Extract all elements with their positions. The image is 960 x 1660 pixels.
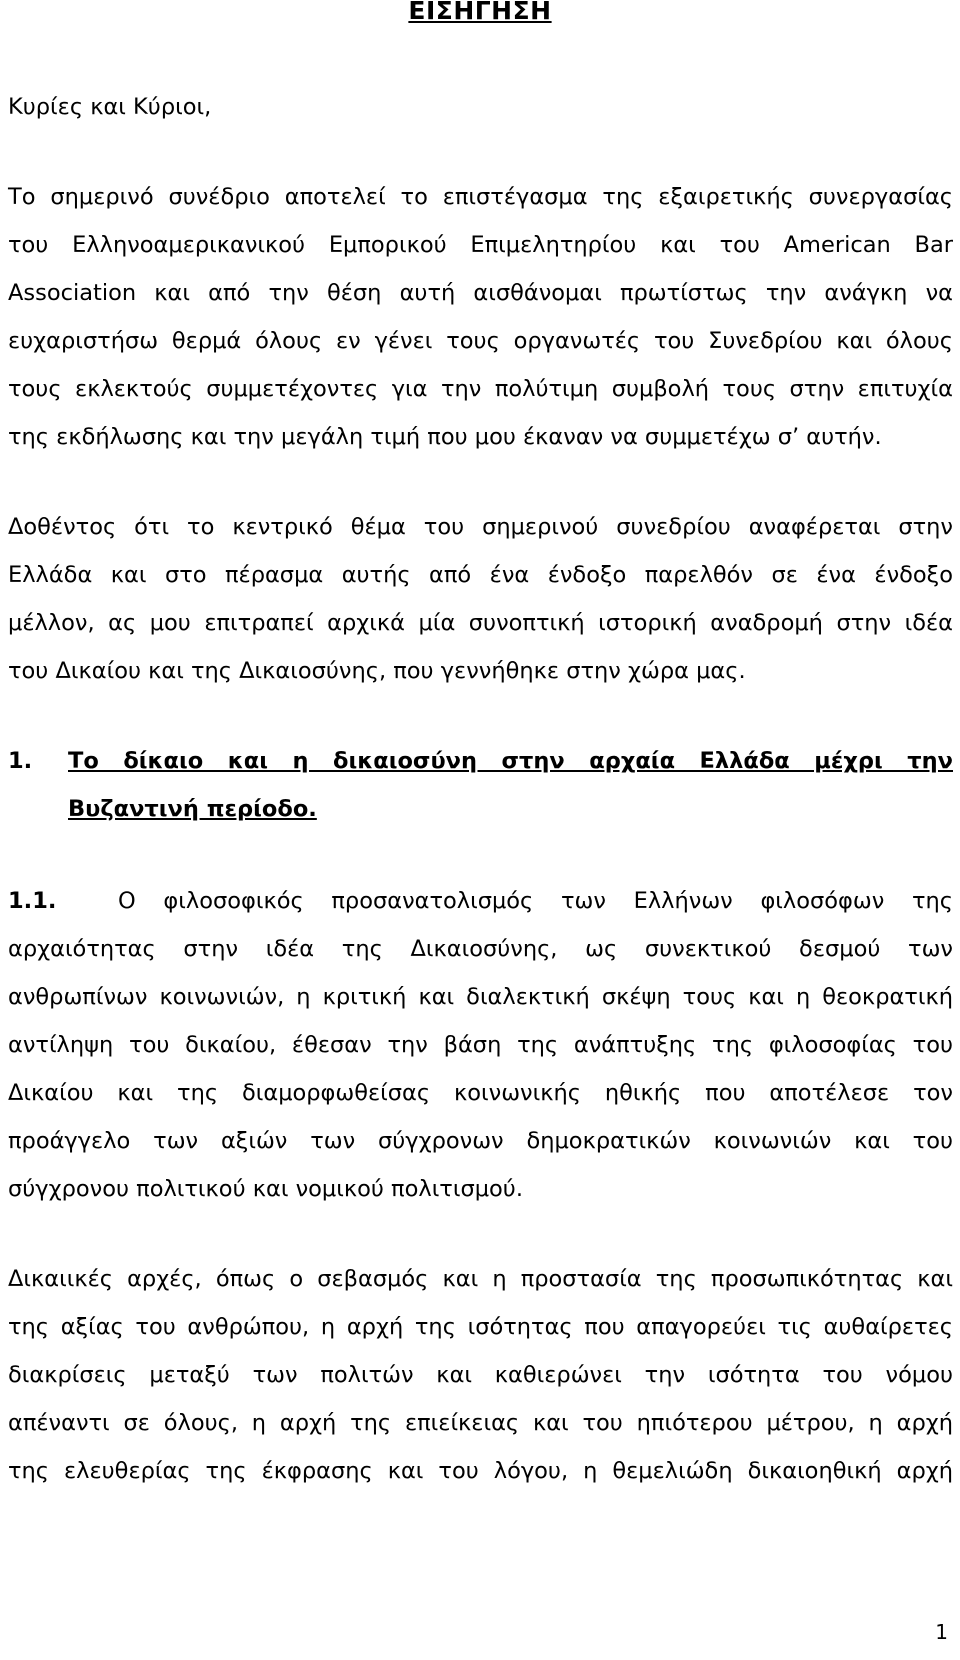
section-number: 1. <box>8 748 33 774</box>
paragraph-1-line: Association και από την θέση αυτή αισθάνομαι πρωτίστως την ανάγκη να <box>8 280 953 306</box>
paragraph-3-line: αντίληψη του δικαίου, έθεσαν την βάση της ανάπτυξης της φιλοσοφίας του <box>8 1032 953 1058</box>
paragraph-4-line: της αξίας του ανθρώπου, η αρχή της ισότητας που απαγορεύει τις αυθαίρετες <box>8 1314 953 1340</box>
paragraph-2-line: Ελλάδα και στο πέρασμα αυτής από ένα ένδοξο παρελθόν σε ένα ένδοξο <box>8 562 953 588</box>
paragraph-3-line: αρχαιότητας στην ιδέα της Δικαιοσύνης, ως συνεκτικού δεσμού των <box>8 936 953 962</box>
paragraph-3-line: σύγχρονου πολιτικού και νομικού πολιτισμού. <box>8 1176 523 1202</box>
paragraph-2-line: Δοθέντος ότι το κεντρικό θέμα του σημερινού συνεδρίου αναφέρεται στην <box>8 514 953 540</box>
section-heading <box>8 746 953 776</box>
paragraph-1-line: Το σημερινό συνέδριο αποτελεί το επιστέγασμα της εξαιρετικής συνεργασίας <box>8 184 953 210</box>
paragraph-4-line: Δικαιικές αρχές, όπως ο σεβασμός και η προστασία της προσωπικότητας και <box>8 1266 953 1292</box>
paragraph-4-line: διακρίσεις μεταξύ των πολιτών και καθιερώνει την ισότητα του νόμου <box>8 1362 953 1388</box>
paragraph-4-line: απέναντι σε όλους, η αρχή της επιείκειας και του ηπιότερου μέτρου, η αρχή <box>8 1410 953 1436</box>
section-title-line: Το δίκαιο και η δικαιοσύνη στην αρχαία Ελλάδα μέχρι την <box>68 748 953 774</box>
paragraph-2-line: μέλλον, ας μου επιτραπεί αρχικά μία συνοπτική ιστορική αναδρομή στην ιδέα <box>8 610 953 636</box>
page-number: 1 <box>935 1620 948 1644</box>
paragraph-4-line: της ελευθερίας της έκφρασης και του λόγου, η θεμελιώδη δικαιοηθική αρχή <box>8 1458 953 1484</box>
page-title: ΕΙΣΗΓΗΣΗ <box>408 0 552 25</box>
paragraph-1-line: της εκδήλωσης και την μεγάλη τιμή που μου έκαναν να συμμετέχω σ’ αυτήν. <box>8 424 882 450</box>
paragraph-3-line: Δικαίου και της διαμορφωθείσας κοινωνικής ηθικής που αποτέλεσε τον <box>8 1080 953 1106</box>
salutation: Κυρίες και Κύριοι, <box>8 94 212 120</box>
subsection-number: 1.1. <box>8 888 57 914</box>
paragraph-3-first-line <box>8 886 953 916</box>
paragraph-2-line: του Δικαίου και της Δικαιοσύνης, που γεννήθηκε στην χώρα μας. <box>8 658 746 684</box>
paragraph-3-line: Ο φιλοσοφικός προσανατολισμός των Ελλήνων φιλοσόφων της <box>118 888 953 914</box>
paragraph-1-line: ευχαριστήσω θερμά όλους εν γένει τους οργανωτές του Συνεδρίου και όλους <box>8 328 953 354</box>
paragraph-3-line: ανθρωπίνων κοινωνιών, η κριτική και διαλεκτική σκέψη τους και η θεοκρατική <box>8 984 953 1010</box>
paragraph-1-line: του Ελληνοαμερικανικού Εμπορικού Επιμελητηρίου και του American Bar <box>8 232 953 258</box>
paragraph-3-line: προάγγελο των αξιών των σύγχρονων δημοκρατικών κοινωνιών και του <box>8 1128 953 1154</box>
paragraph-1-line: τους εκλεκτούς συμμετέχοντες για την πολύτιμη συμβολή τους στην επιτυχία <box>8 376 953 402</box>
section-title-text: Βυζαντινή περίοδο. <box>68 796 317 822</box>
section-title-line <box>68 794 317 824</box>
